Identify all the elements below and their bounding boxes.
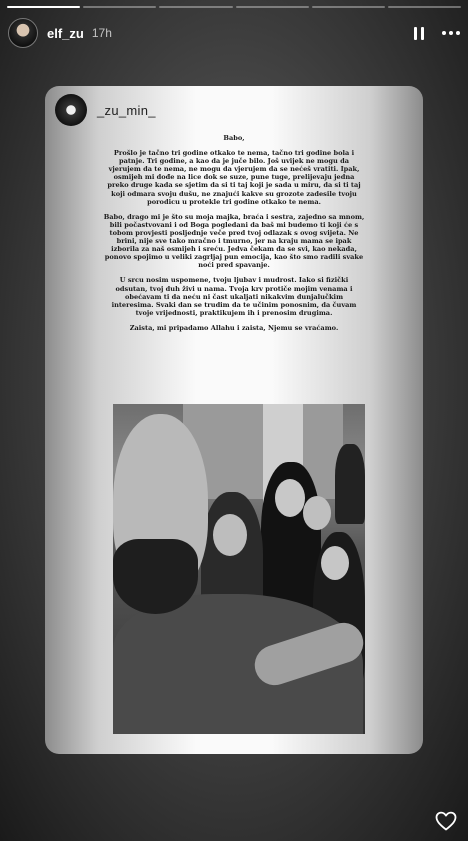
more-options-icon[interactable] (442, 31, 460, 35)
letter-paragraph: Babo, (223, 134, 245, 142)
photo-background-person (335, 444, 365, 524)
progress-segment (83, 6, 156, 8)
shared-post-card[interactable] (45, 86, 423, 754)
letter-text (103, 134, 365, 339)
progress-segment (312, 6, 385, 8)
letter-paragraph: Prošlo je tačno tri godine otkako te nema, tačno tri godine bola i patnje. Tri godine, a kao da je juče bilo. Još uvijek ne mogu da vjerujem da te nema, ne mogu da vjerujem da se nećeš vratiti. Ipak, osmijeh mi dođe na lice dok se suze, pune tuge, prelijevaju jedna preko druge kada se sjetim da si ti taj koji je sada u miru, da si ti taj koji odmara svoju dušu, ne znajući kakve su grozote zadesile tvoju porodicu u protekle tri godine otkako te nema. (107, 149, 361, 206)
photo-girl-small-face (321, 546, 349, 580)
letter-paragraph: Babo, drago mi je što su moja majka, braća i sestra, zajedno sa mnom, bili počastvovani i od Boga pogledani da baš mi budemo ti koji će s tobom provjesti posljednje veče pred tvoj odlazak s ovog svijeta. Ne brini, nije sve tako mračno i tmurno, jer na kraju mama se ipak izborila za naš osmijeh i sreću. Jedva čekam da se svi, kao nekada, ponovo spojimo u veliki zagrljaj pun emocija, kao što smo radili svake noći pred spavanje. (103, 212, 365, 270)
story-progress-bar (7, 6, 461, 8)
card-username[interactable]: _zu_min_ (97, 102, 156, 118)
pause-icon[interactable] (414, 27, 424, 40)
family-photo (113, 404, 365, 734)
progress-segment (236, 6, 309, 8)
story-timestamp: 17h (91, 26, 112, 40)
progress-segment (7, 6, 80, 8)
letter-paragraph: Zaista, mi pripadamo Allahu i zaista, Njemu se vraćamo. (129, 323, 339, 332)
progress-segment (388, 6, 461, 8)
heart-icon[interactable] (434, 809, 458, 833)
photo-boy-face (303, 496, 331, 530)
photo-man-beard (113, 539, 198, 614)
story-header (8, 18, 460, 48)
header-controls (414, 27, 460, 40)
card-avatar[interactable] (55, 94, 87, 126)
card-header (55, 94, 156, 126)
profile-avatar[interactable] (8, 18, 38, 48)
photo-woman-face (275, 479, 305, 517)
story-username[interactable]: elf_zu (47, 25, 84, 41)
photo-girl-face (213, 514, 247, 556)
progress-segment (159, 6, 232, 8)
letter-paragraph: U srcu nosim uspomene, tvoju ljubav i mudrost. Iako si fizički odsutan, tvoj duh živi u nama. Tvoja krv protiče mojim venama i obećavam ti da neću ni čast ukaljati nikakvim dunjalučkim interesima. Svaki dan se trudim da te učinim ponosnim, da čuvam tvoje vrijednosti, praktikujem ih i prenosim drugima. (111, 276, 357, 317)
